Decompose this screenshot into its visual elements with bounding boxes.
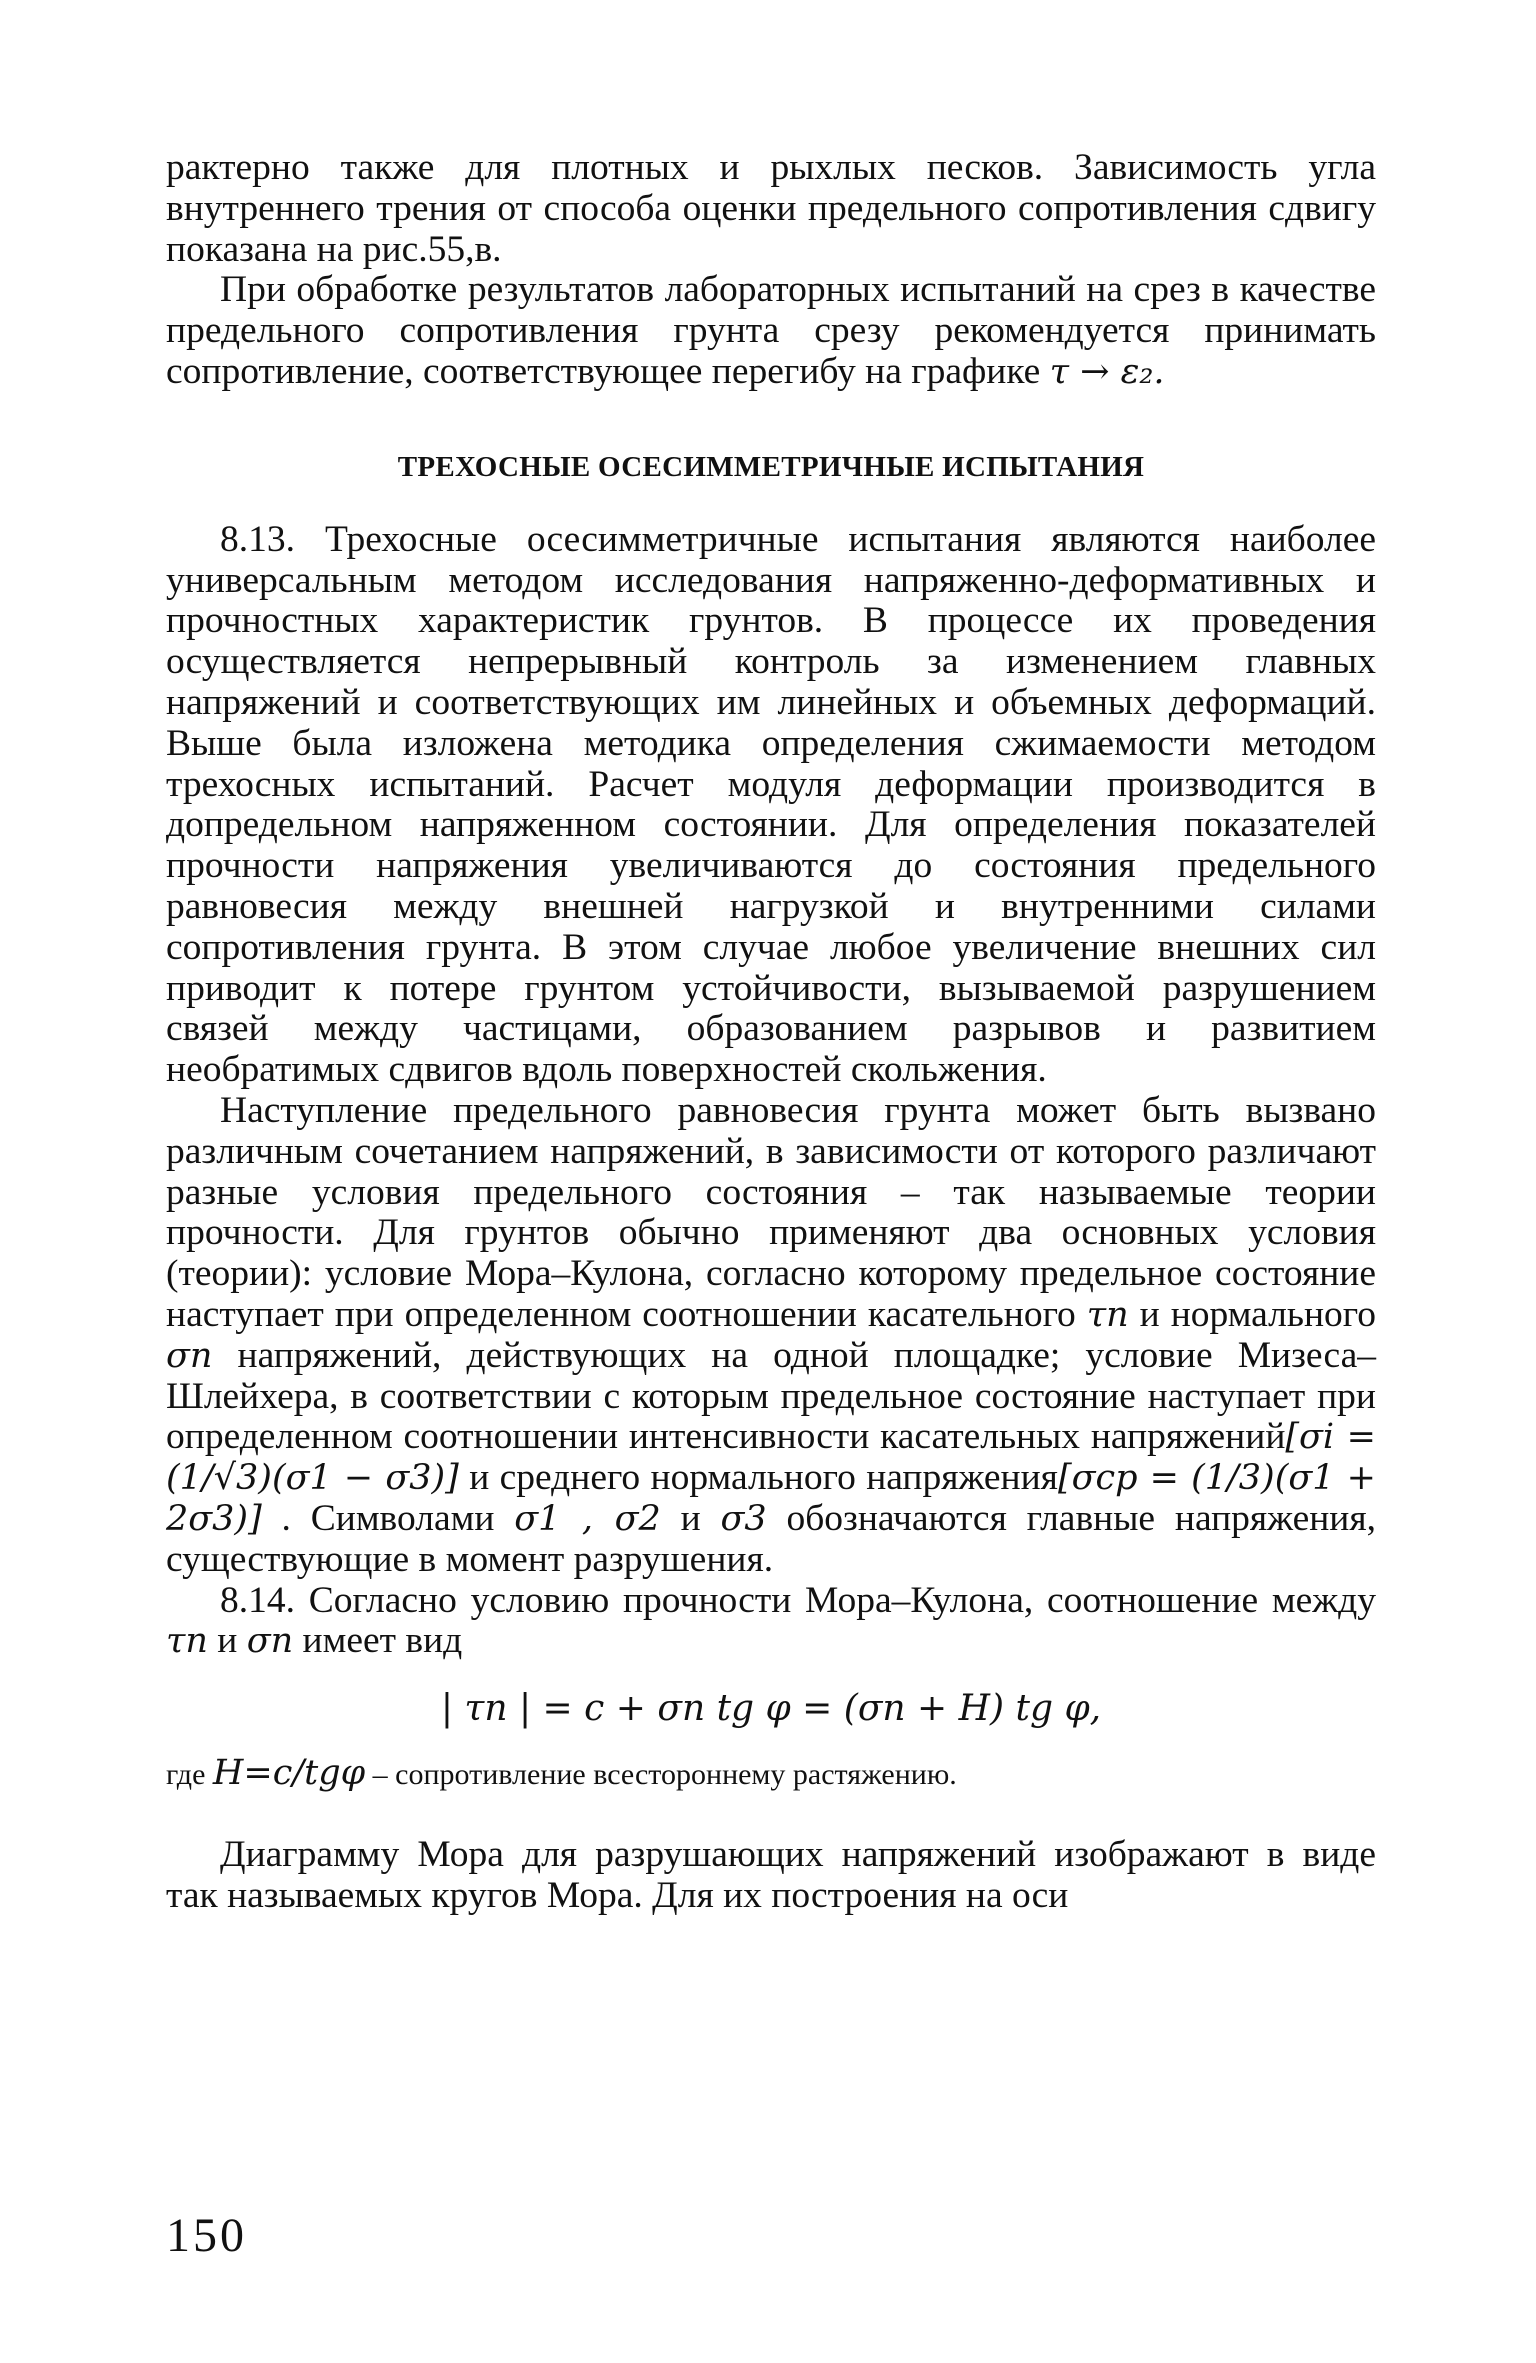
theory-text-4: и среднего нормального напряжения bbox=[458, 1457, 1058, 1499]
theory-text-3: напряжений, действующих на одной площадке; условие Мизеса–Шлейхера, в соответствии с которым предельное состояние наступает при определенном соотношении интенсивности касательных напряжений bbox=[166, 1334, 1376, 1458]
formula-mohr-coulomb: | τn | = c + σn tg φ = (σn + H) tg φ, bbox=[440, 1688, 1102, 1730]
page-content bbox=[166, 148, 1376, 1917]
formula-mean-stress: [σср = (1/3)(σ1 + 2σ3)] bbox=[166, 1458, 1376, 1539]
paragraph-intro: рактерно также для плотных и рыхлых песков. Зависимость угла внутреннего трения от способа оценки предельного сопротивления сдвигу показана на рис.55,в. bbox=[166, 147, 1376, 270]
formula-tau-epsilon: τ → ε₂. bbox=[1049, 351, 1165, 392]
formula-h: H=c/tgφ bbox=[212, 1753, 366, 1794]
theory-text-7: обозначаются главные напряжения, существующие в момент разрушения. bbox=[166, 1497, 1376, 1580]
symbol-tau-n: τn bbox=[1086, 1294, 1129, 1335]
theory-text-1: Наступление предельного равновесия грунта может быть вызвано различным сочетанием напряжений, в зависимости от которого различают разные условия предельного состояния – так называемые теории прочности. Для грунтов обычно применяют два основных условия (теории): условие Мора–Кулона, согласно которому предельное состояние наступает при определенном соотношении касательного bbox=[166, 1089, 1376, 1335]
theory-text-2: и нормального bbox=[1128, 1293, 1376, 1335]
p814-text-1: 8.14. Согласно условию прочности Мора–Кулона, соотношение между bbox=[220, 1579, 1376, 1621]
paragraph-8-14 bbox=[166, 1581, 1376, 1663]
paragraph-processing bbox=[166, 270, 1376, 392]
theory-text-6: и bbox=[660, 1497, 721, 1539]
paragraph-processing-text: При обработке результатов лабораторных испытаний на срез в качестве предельного сопротивления грунта срезу рекомендуется принимать сопротивление, соответствующее перегибу на графике bbox=[166, 269, 1376, 392]
formula-stress-intensity: [σi = (1/√3)(σ1 − σ3)] bbox=[166, 1417, 1376, 1499]
theory-text-5: . Символами bbox=[261, 1497, 515, 1539]
symbol-sigma-n: σn bbox=[166, 1335, 213, 1376]
symbol-tau-n-814: τn bbox=[166, 1621, 208, 1662]
section-heading: ТРЕХОСНЫЕ ОСЕСИММЕТРИЧНЫЕ ИСПЫТАНИЯ bbox=[397, 450, 1145, 483]
page-number: 150 bbox=[166, 2209, 247, 2262]
paragraph-strength-theories bbox=[166, 1091, 1376, 1581]
where-text: – сопротивление всестороннему растяжению. bbox=[365, 1758, 957, 1792]
paragraph-8-13: 8.13. Трехосные осесимметричные испытания являются наиболее универсальным методом исследования напряженно-деформативных и прочностных характеристик грунтов. В процессе их проведения осуществляется непрерывный контроль за изменением главных напряжений и соответствующих им линейных и объемных деформаций. Выше была изложена методика определения сжимаемости методом трехосных испытаний. Расчет модуля деформации производится в допредельном напряженном состоянии. Для определения показателей прочности напряжения увеличиваются до состояния предельного равновесия между внешней нагрузкой и внутренними силами сопротивления грунта. В этом случае любое увеличение внешних сил приводит к потере грунтом устойчивости, вызываемой разрушением связей между частицами, образованием разрывов и развитием необратимых сдвигов вдоль поверхностей скольжения. bbox=[166, 518, 1376, 1091]
symbol-sigma-n-814: σn bbox=[246, 1621, 294, 1662]
symbols-sigma-1-2: σ1 , σ2 bbox=[514, 1498, 661, 1539]
symbol-sigma-3: σ3 bbox=[720, 1498, 767, 1539]
where-line bbox=[166, 1753, 1376, 1795]
where-prefix: где bbox=[166, 1758, 213, 1792]
paragraph-mohr-diagram: Диаграмму Мора для разрушающих напряжений изображают в виде так называемых кругов Мора. Для их построения на оси bbox=[166, 1834, 1376, 1916]
p814-text-2: и bbox=[207, 1620, 247, 1662]
p814-text-3: имеет вид bbox=[293, 1620, 463, 1662]
